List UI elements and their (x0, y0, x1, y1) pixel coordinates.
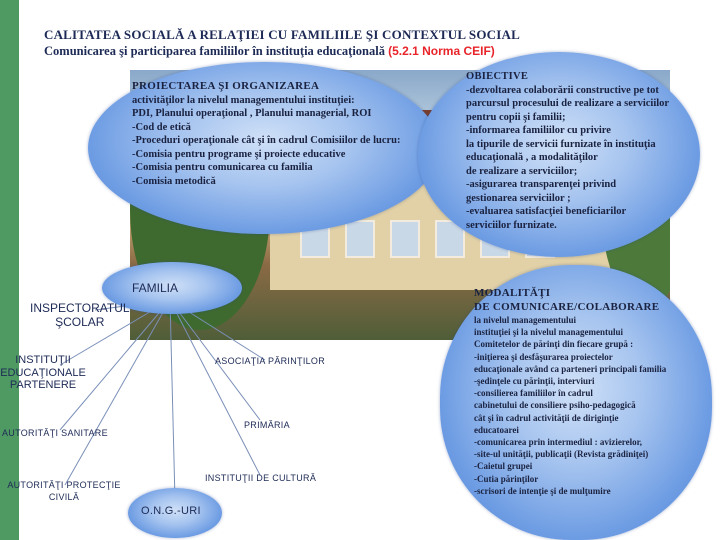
protectie-line: CIVILĂ (48, 492, 80, 502)
institutii-partenere-label (0, 354, 86, 392)
modalitati-line: educaţionale având ca parteneri principali familia (474, 363, 667, 374)
obiective-heading: OBIECTIVE (466, 71, 529, 82)
obiective-line: -informarea familiilor cu privire (466, 125, 611, 136)
link-ong (170, 300, 175, 500)
proiectarea-text (132, 80, 432, 188)
modalitati-line: -şedinţele cu părinţii, interviuri (474, 376, 595, 387)
institutii-line: EDUCAŢIONALE (0, 366, 86, 379)
inspectoratul-line: INSPECTORATUL (30, 301, 130, 315)
asociatia-parintilor-label: ASOCIAŢIA PĂRINŢILOR (215, 356, 326, 366)
familia-label: FAMILIA (132, 281, 179, 295)
obiective-line: serviciilor furnizate. (466, 219, 557, 231)
obiective-text (466, 70, 691, 232)
inspectoratul-line: ŞCOLAR (55, 315, 105, 329)
modalitati-text (474, 287, 706, 497)
obiective-line: la tipurile de servicii furnizate în instituţia (466, 138, 656, 150)
obiective-line: -dezvoltarea colaborării constructive pe tot (466, 84, 659, 96)
proiectarea-line: -Comisia metodică (132, 175, 216, 187)
obiective-line: gestionarea serviciilor ; (466, 192, 571, 204)
obiective-line: educaţională , a modalităţilor (466, 152, 598, 163)
link-cultura (170, 300, 260, 475)
subtitle-text: Comunicarea şi participarea familiilor în instituţia educaţională (44, 44, 385, 58)
ong-label: O.N.G.-URI (141, 505, 201, 517)
page-title: CALITATEA SOCIALĂ A RELAŢIEI CU FAMILIILE ŞI CONTEXTUL SOCIAL (44, 27, 520, 42)
modalitati-line: instituţiei şi la nivelul managementului (474, 327, 624, 338)
modalitati-line: -iniţierea şi desfăşurarea proiectelor (474, 351, 613, 362)
obiective-line: pentru copii şi familii; (466, 111, 566, 123)
inspectoratul-label (30, 301, 130, 329)
obiective-line: de realizare a serviciilor; (466, 165, 578, 177)
modalitati-line: -Cutia părinţilor (474, 473, 539, 484)
modalitati-line: la nivelul managementului (474, 315, 577, 325)
institutii-line: INSTITUŢII (15, 354, 71, 366)
institutii-line: PARTENERE (9, 379, 77, 391)
primaria-label: PRIMĂRIA (244, 420, 290, 430)
protectie-line: AUTORITĂŢI PROTECŢIE (7, 480, 121, 490)
modalitati-line: -Caietul grupei (474, 461, 533, 472)
modalitati-heading: MODALITĂŢI (474, 287, 551, 299)
autoritati-sanitare-label: AUTORITĂŢI SANITARE (2, 428, 108, 438)
modalitati-line: Comitetelor de părinţi din fiecare grupă : (474, 339, 634, 350)
proiectarea-line: -Cod de etică (132, 121, 191, 133)
proiectarea-line: PDI, Planului operaţional , Planului managerial, ROI (132, 108, 372, 119)
modalitati-line: cabinetului de consiliere psiho-pedagogică (474, 400, 636, 411)
modalitati-line: -consilierea familiilor în cadrul (474, 388, 593, 399)
modalitati-line: -site-ul unităţii, publicaţii (Revista grădiniţei) (474, 449, 649, 460)
proiectarea-heading: PROIECTAREA ŞI ORGANIZAREA (132, 80, 320, 92)
obiective-line: -evaluarea satisfacţiei beneficiarilor (466, 206, 627, 217)
proiectarea-line: -Proceduri operaţionale cât şi în cadrul Comisiilor de lucru: (132, 135, 401, 146)
modalitati-heading: DE COMUNICARE/COLABORARE (474, 300, 660, 313)
modalitati-line: -scrisori de intenţie şi de mulţumire (474, 485, 611, 496)
proiectarea-line: -Comisia pentru programe şi proiecte educative (132, 148, 346, 160)
obiective-line: parcursul procesului de realizare a serviciilor (466, 98, 670, 109)
institutii-cultura-label: INSTITUŢII DE CULTURĂ (205, 473, 317, 483)
proiectarea-line: activităţilor la nivelul managementului instituţiei: (132, 94, 355, 106)
modalitati-line: -comunicarea prin intermediul : avizierelor, (474, 437, 643, 448)
obiective-line: -asigurarea transparenţei privind (466, 179, 617, 190)
autoritati-protectie-civila-label (4, 479, 124, 503)
modalitati-line: cât şi în cadrul activităţii de diriginţie (474, 412, 619, 423)
proiectarea-line: -Comisia pentru comunicarea cu familia (132, 162, 313, 173)
modalitati-line: educatoarei (474, 424, 519, 435)
norm-reference: (5.2.1 Norma CEIF) (388, 44, 495, 58)
